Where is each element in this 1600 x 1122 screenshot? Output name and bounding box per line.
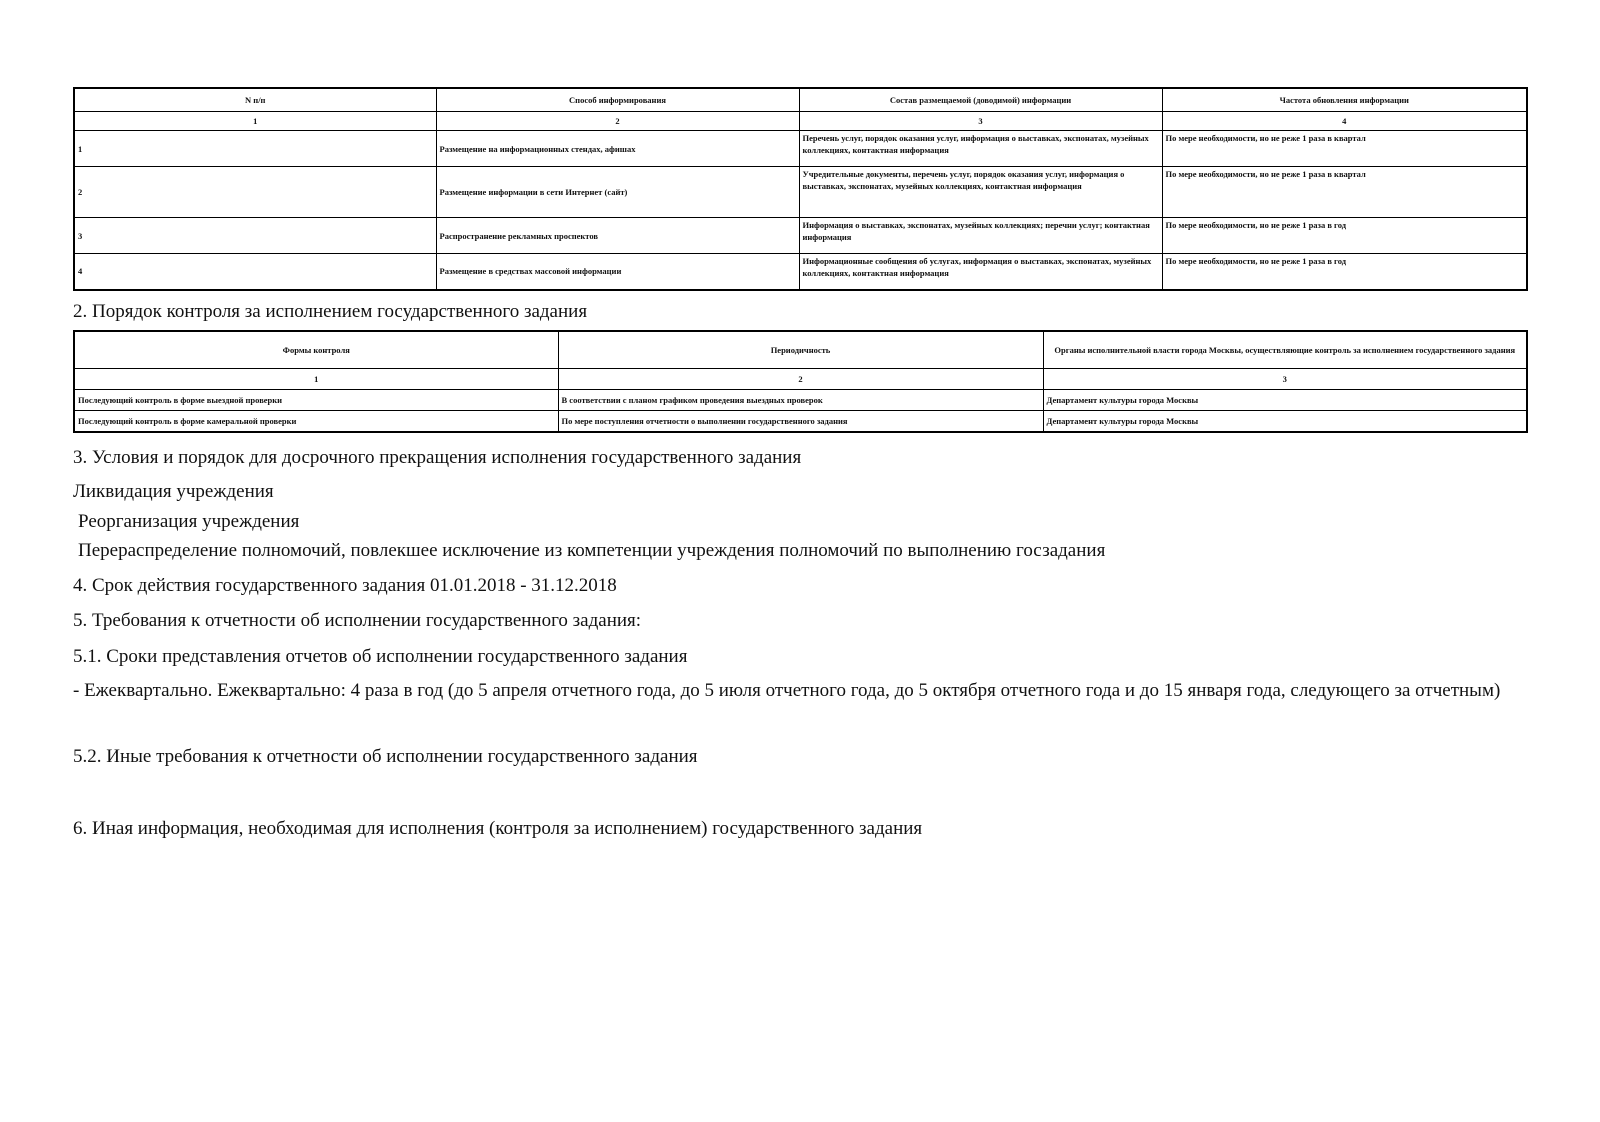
header-cell: Органы исполнительной власти города Москвы, осуществляющие контроль за исполнением государственного задания <box>1043 331 1527 369</box>
table-row <box>74 254 1527 290</box>
section-3-item: Ликвидация учреждения <box>73 481 274 502</box>
content-cell: Информационные сообщения об услугах, информация о выставках, экспонатах, музейных коллекциях, контактная информация <box>799 254 1162 290</box>
column-number-row <box>74 112 1527 131</box>
header-cell: Способ информирования <box>436 88 799 112</box>
section-6-title: 6. Иная информация, необходимая для исполнения (контроля за исполнением) государственного задания <box>73 818 923 839</box>
method-cell: Распространение рекламных проспектов <box>436 218 799 254</box>
periodicity-cell: В соответствии с планом графиком проведения выездных проверок <box>558 390 1043 411</box>
table-row <box>74 167 1527 218</box>
column-number-row <box>74 369 1527 390</box>
header-cell: Частота обновления информации <box>1162 88 1527 112</box>
header-cell: N п/п <box>74 88 436 112</box>
section-3-item: Реорганизация учреждения <box>78 511 300 532</box>
header-cell: Состав размещаемой (доводимой) информации <box>799 88 1162 112</box>
frequency-cell: По мере необходимости, но не реже 1 раза в квартал <box>1162 131 1527 167</box>
table-row <box>74 390 1527 411</box>
method-cell: Размещение в средствах массовой информации <box>436 254 799 290</box>
section-5-title: 5. Требования к отчетности об исполнении государственного задания: <box>73 610 642 631</box>
table-row <box>74 411 1527 433</box>
row-number: 3 <box>74 218 436 254</box>
control-form-cell: Последующий контроль в форме камеральной проверки <box>74 411 558 433</box>
table-row <box>74 218 1527 254</box>
content-cell: Информация о выставках, экспонатах, музейных коллекциях; перечни услуг; контактная информация <box>799 218 1162 254</box>
control-table <box>73 330 1528 433</box>
section-5-1-title: 5.1. Сроки представления отчетов об исполнении государственного задания <box>73 646 688 667</box>
column-number: 1 <box>74 112 436 131</box>
method-cell: Размещение на информационных стендах, афишах <box>436 131 799 167</box>
method-cell: Размещение информации в сети Интернет (сайт) <box>436 167 799 218</box>
control-form-cell: Последующий контроль в форме выездной проверки <box>74 390 558 411</box>
table-row <box>74 131 1527 167</box>
header-cell: Периодичность <box>558 331 1043 369</box>
content-cell: Учредительные документы, перечень услуг, порядок оказания услуг, информация о выставках, экспонатах, музейных коллекциях, контактная информация <box>799 167 1162 218</box>
column-number: 3 <box>799 112 1162 131</box>
column-number: 4 <box>1162 112 1527 131</box>
section-2-title: 2. Порядок контроля за исполнением государственного задания <box>73 301 588 322</box>
row-number: 4 <box>74 254 436 290</box>
section-5-1-text: - Ежеквартально. Ежеквартально: 4 раза в год (до 5 апреля отчетного года, до 5 июля отчетного года, до 5 октября отчетного года и до 15 января года, следующего за отчетным) <box>73 680 1501 701</box>
periodicity-cell: По мере поступления отчетности о выполнении государственного задания <box>558 411 1043 433</box>
column-number: 2 <box>436 112 799 131</box>
column-number: 2 <box>558 369 1043 390</box>
section-5-2-title: 5.2. Иные требования к отчетности об исполнении государственного задания <box>73 746 698 767</box>
table-header-row <box>74 331 1527 369</box>
column-number: 3 <box>1043 369 1527 390</box>
section-3-item: Перераспределение полномочий, повлекшее исключение из компетенции учреждения полномочий по выполнению госзадания <box>78 540 1106 561</box>
authority-cell: Департамент культуры города Москвы <box>1043 411 1527 433</box>
frequency-cell: По мере необходимости, но не реже 1 раза в квартал <box>1162 167 1527 218</box>
table-header-row <box>74 88 1527 112</box>
section-4-title: 4. Срок действия государственного задания 01.01.2018 - 31.12.2018 <box>73 575 617 596</box>
authority-cell: Департамент культуры города Москвы <box>1043 390 1527 411</box>
frequency-cell: По мере необходимости, но не реже 1 раза в год <box>1162 218 1527 254</box>
section-3-title: 3. Условия и порядок для досрочного прекращения исполнения государственного задания <box>73 447 802 468</box>
frequency-cell: По мере необходимости, но не реже 1 раза в год <box>1162 254 1527 290</box>
column-number: 1 <box>74 369 558 390</box>
header-cell: Формы контроля <box>74 331 558 369</box>
row-number: 1 <box>74 131 436 167</box>
row-number: 2 <box>74 167 436 218</box>
informing-table <box>73 87 1528 291</box>
content-cell: Перечень услуг, порядок оказания услуг, информация о выставках, экспонатах, музейных коллекциях, контактная информация <box>799 131 1162 167</box>
